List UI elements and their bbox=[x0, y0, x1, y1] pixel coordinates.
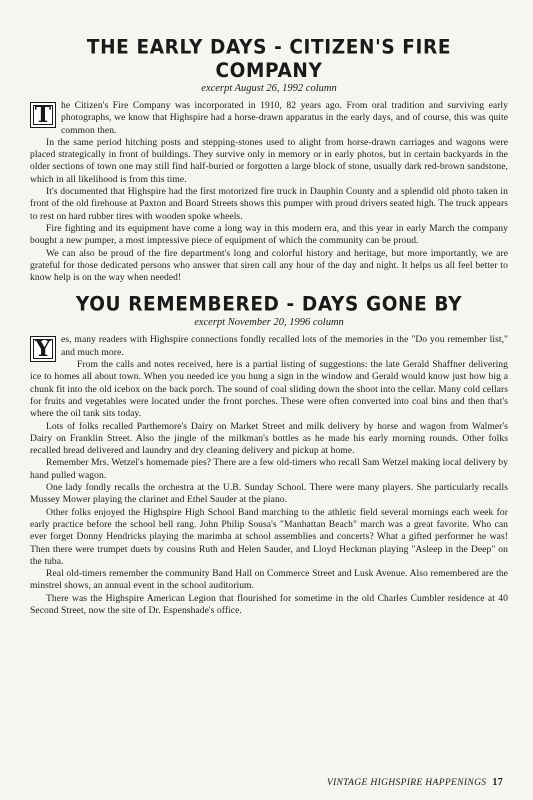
paragraph: Real old-timers remember the community Band Hall on Commerce Street and Lusk Avenue. Also remembered are the minstrel shows, an annual event in the school auditorium. bbox=[30, 568, 508, 592]
article-excerpt-date: excerpt August 26, 1992 column bbox=[201, 83, 337, 94]
article-body bbox=[30, 100, 508, 284]
page-number: 17 bbox=[492, 777, 503, 788]
paragraph bbox=[30, 100, 508, 137]
article-early-days bbox=[30, 38, 508, 284]
page-footer bbox=[327, 777, 503, 788]
paragraph-text: he Citizen's Fire Company was incorporated in 1910, 82 years ago. From oral tradition and surviving early photographs, we know that Highspire had a horse-drawn apparatus in the early days, and of course, this was quite common then. bbox=[61, 100, 508, 136]
article-title: THE EARLY DAYS - CITIZEN'S FIRE COMPANY bbox=[86, 36, 452, 83]
drop-cap: T bbox=[30, 102, 56, 128]
paragraph: There was the Highspire American Legion that flourished for sometime in the old Charles Cumbler residence at 40 Second Street, now the site of Dr. Espenshade's office. bbox=[30, 592, 508, 616]
book-title: VINTAGE HIGHSPIRE HAPPENINGS bbox=[326, 777, 487, 788]
article-title: YOU REMEMBERED - DAYS GONE BY bbox=[75, 293, 463, 316]
article-days-gone-by bbox=[30, 294, 508, 617]
article-body bbox=[30, 334, 508, 617]
paragraph: From the calls and notes received, here is a partial listing of suggestions: the late Gerald Shaffner delivering ice to homes all about town. When you needed ice you hung a sign in the window and Gerald would know just how big a chunk fit into the old icebox on the back porch. The sound of coal sliding down the shoot into the cellar. Many cold cellars for fruits and vegetables were located under the front porches. These were often converted into coal bins and then that's where the oil tank sits today. bbox=[30, 359, 508, 420]
paragraph: In the same period hitching posts and stepping-stones used to alight from horse-drawn carriages and wagons were placed strategically in front of buildings. They survive only in memory or in early photos, but in certain backyards in the older sections of town one may still find half-buried or forgotten a large block of stone, usually dark red-brown sandstone, which in all likelihood is from this time. bbox=[30, 136, 508, 185]
article-excerpt-date: excerpt November 20, 1996 column bbox=[194, 317, 344, 329]
paragraph: It's documented that Highspire had the first motorized fire truck in Dauphin County and a splendid old photo taken in front of the old firehouse at Paxton and Board Streets shows this pumper with proud drivers seated high. The truck appears to rest on hard rubber tires with wooden spoke wheels. bbox=[30, 186, 508, 222]
paragraph: One lady fondly recalls the orchestra at the U.B. Sunday School. There were many players. She particularly recalls Mussey Mower playing the clarinet and Ethel Sauder at the piano. bbox=[30, 482, 508, 506]
paragraph: Lots of folks recalled Parthemore's Dairy on Market Street and milk delivery by horse and wagon from Walmer's Dairy on Franklin Street. Also the jingle of the milkman's bottles as he made his early morning rounds. Other folks recalled bread delivered and laundry and dry cleaning delivery and pickup at home. bbox=[30, 420, 508, 457]
paragraph bbox=[30, 334, 508, 363]
drop-cap: Y bbox=[30, 336, 56, 362]
paragraph: We can also be proud of the fire department's long and colorful history and heritage, but more importantly, we are grateful for those dedicated persons who answer that siren call any hour of the day and night. It helps us all feel better to know help is on the way when needed! bbox=[30, 247, 508, 284]
paragraph: Fire fighting and its equipment have come a long way in this modern era, and this year in early March the company bought a new pumper, a most impressive piece of equipment of which the community can be proud. bbox=[30, 222, 508, 247]
paragraph: Remember Mrs. Wetzel's homemade pies? There are a few old-timers who recall Sam Wetzel making local delivery by hand pulled wagon. bbox=[30, 457, 508, 481]
paragraph-text: es, many readers with Highspire connections fondly recalled lots of the memories in the "Do you remember list," and much more. bbox=[61, 334, 508, 358]
paragraph: Other folks enjoyed the Highspire High School Band marching to the athletic field several mornings each week for early practice before the school bell rang. John Philip Sousa's "Manhattan Beach" march was a great favorite. Who can ever forget Donny Hendricks playing the marimba at school assemblies and concerts? What a gifted performer he was! Then there were trumpet duets by cousins Ruth and Helen Sauder, and Lloyd Heckman playing "Asleep in the Deep" on the tuba. bbox=[30, 506, 508, 567]
